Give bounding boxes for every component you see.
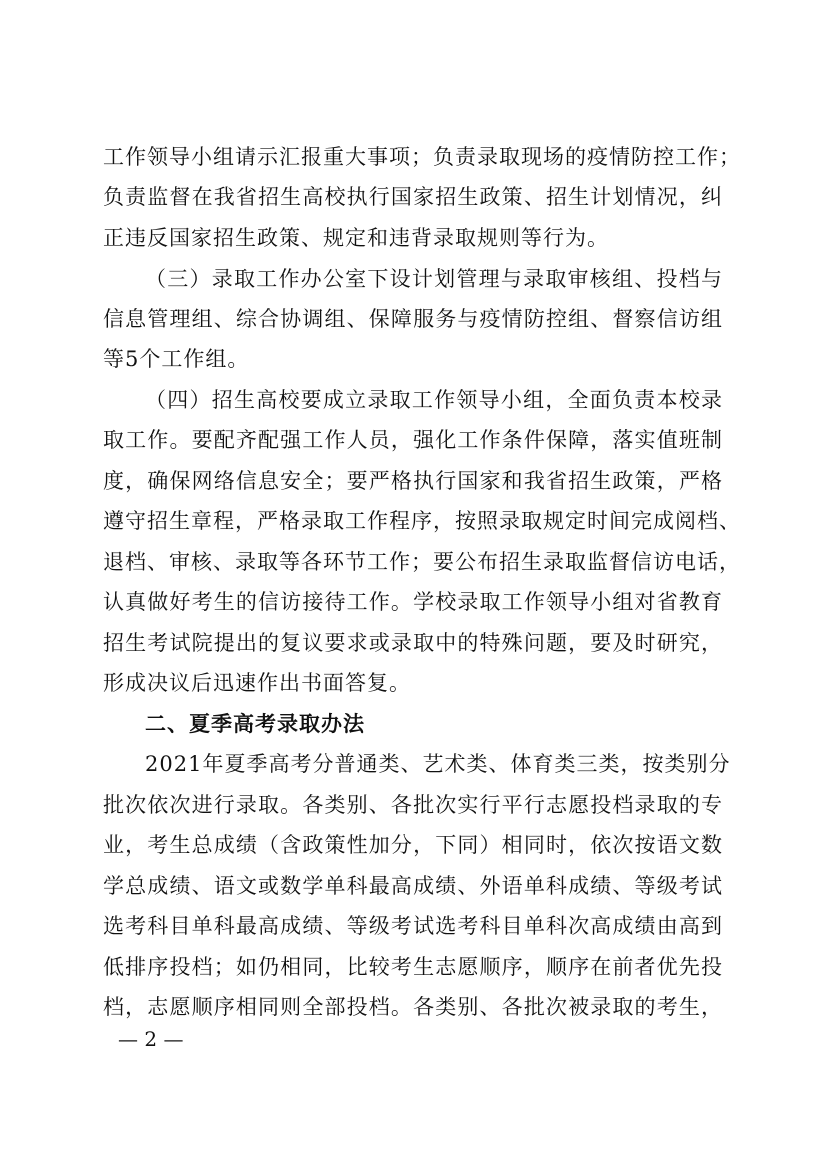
text-line: 批次依次进行录取。各类别、各批次实行平行志愿投档录取的专: [103, 793, 723, 817]
text-line: 2021年夏季高考分普通类、艺术类、体育类三类，按类别分: [145, 752, 731, 776]
text-line: 退档、审核、录取等各环节工作；要公布招生录取监督信访电话，: [103, 550, 741, 574]
text-line: 学总成绩、语文或数学单科最高成绩、外语单科成绩、等级考试: [103, 874, 723, 898]
text-line: 低排序投档；如仍相同，比较考生志愿顺序，顺序在前者优先投: [103, 955, 723, 979]
text-line: 形成决议后迅速作出书面答复。: [103, 671, 411, 695]
text-line: （三）录取工作办公室下设计划管理与录取审核组、投档与: [145, 267, 723, 291]
text-line: 业，考生总成绩（含政策性加分，下同）相同时，依次按语文数: [103, 833, 723, 857]
page-number: — 2 —: [118, 1027, 184, 1051]
text-line: 度，确保网络信息安全；要严格执行国家和我省招生政策，严格: [103, 469, 723, 493]
text-line: 认真做好考生的信访接待工作。学校录取工作领导小组对省教育: [103, 590, 723, 614]
text-line: 遵守招生章程，严格录取工作程序，按照录取规定时间完成阅档、: [103, 509, 741, 533]
text-line: 档，志愿顺序相同则全部投档。各类别、各批次被录取的考生，: [103, 995, 723, 1019]
text-line: 负责监督在我省招生高校执行国家招生政策、招生计划情况，纠: [103, 185, 723, 209]
text-line: （四）招生高校要成立录取工作领导小组，全面负责本校录: [145, 388, 723, 412]
text-line: 工作领导小组请示汇报重大事项；负责录取现场的疫情防控工作；: [103, 145, 741, 169]
text-line: 招生考试院提出的复议要求或录取中的特殊问题，要及时研究，: [103, 631, 723, 655]
text-line: 等5个工作组。: [103, 347, 250, 371]
section-heading: 二、夏季高考录取办法: [145, 712, 365, 736]
text-line: 取工作。要配齐配强工作人员，强化工作条件保障，落实值班制: [103, 428, 723, 452]
text-line: 选考科目单科最高成绩、等级考试选考科目单科次高成绩由高到: [103, 914, 723, 938]
text-line: 正违反国家招生政策、规定和违背录取规则等行为。: [103, 226, 609, 250]
text-line: 信息管理组、综合协调组、保障服务与疫情防控组、督察信访组: [103, 307, 723, 331]
